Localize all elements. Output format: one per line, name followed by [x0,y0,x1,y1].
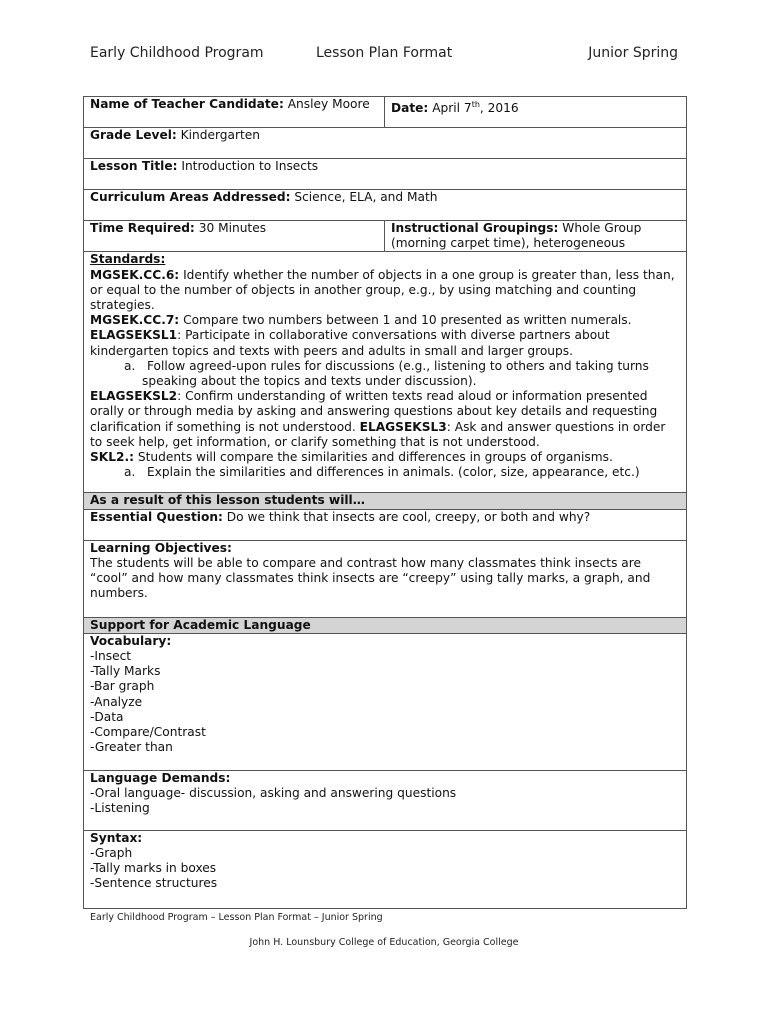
row-vocabulary [84,633,687,770]
row-standards [84,252,687,493]
teacher-value: Ansley Moore [287,97,370,111]
teacher-label: Name of Teacher Candidate: [90,97,284,111]
syntax-item: -Graph [90,846,133,861]
vocab-item: -Insect [90,649,132,664]
academic-language-heading: Support for Academic Language [84,617,687,633]
footer-college-line: John H. Lounsbury College of Education, Georgia College [249,937,519,948]
standards-cell [84,252,687,493]
date-value: April 7th, 2016 [432,100,519,116]
essential-question-cell [84,509,687,540]
result-heading: As a result of this lesson students will… [84,493,687,509]
time-value: 30 Minutes [198,221,267,235]
date-label: Date: [391,101,429,116]
language-demand-item: -Listening [90,801,150,816]
grade-label: Grade Level: [90,128,177,142]
grade-cell [84,128,687,159]
row-academic-heading [84,617,687,633]
learning-objectives-text: The students will be able to compare and contrast how many classmates think insects are “cool” and how many classmates think insects are “creepy” using tally marks, a graph, and numbers. [90,555,651,601]
row-language-demands [84,770,687,830]
row-lesson-title [84,159,687,190]
row-essential-question [84,509,687,540]
vocab-item: -Analyze [90,694,143,709]
vocabulary-cell [84,633,687,770]
language-demands-label: Language Demands: [90,770,231,785]
row-grade [84,128,687,159]
groupings-cell [385,221,687,252]
lesson-plan-table [83,96,687,909]
groupings-label: Instructional Groupings: [391,221,559,235]
time-label: Time Required: [90,221,195,235]
syntax-item: -Sentence structures [90,876,218,891]
vocab-item: -Greater than [90,740,173,755]
header-format: Lesson Plan Format [316,45,453,61]
standard-sl2-sl3: ELAGSEKSL2: Confirm understanding of written texts read aloud or information presented orally or through media by asking and answering questions about key details and requesting clarification if something is not understood. ELAGSEKSL3: Ask and answer questions in order to seek help, get information, or clarify something that is not understood. [90,389,666,449]
row-syntax [84,830,687,908]
row-result-heading [84,493,687,509]
lesson-title-label: Lesson Title: [90,159,178,173]
grade-value: Kindergarten [180,128,260,142]
standard-skl2: SKL2.: Students will compare the similarities and differences in groups of organisms. [90,450,613,465]
curriculum-value: Science, ELA, and Math [294,190,438,204]
time-cell [84,221,385,252]
standard-cc7: MGSEK.CC.7: Compare two numbers between 1 and 10 presented as written numerals. [90,313,632,328]
syntax-item: -Tally marks in boxes [90,861,217,876]
standard-sl1-sub: a. Follow agreed-upon rules for discussions (e.g., listening to others and taking turns speaking about the topics and texts under discussion). [124,358,649,389]
teacher-cell [84,97,385,128]
syntax-cell [84,830,687,908]
curriculum-cell [84,190,687,221]
learning-objectives-label: Learning Objectives: [90,540,232,555]
lesson-title-value: Introduction to Insects [181,159,319,173]
curriculum-label: Curriculum Areas Addressed: [90,190,291,204]
essential-question-value: Do we think that insects are cool, creepy, or both and why? [226,509,591,524]
row-curriculum [84,190,687,221]
header-term: Junior Spring [588,45,678,61]
vocab-item: -Data [90,709,124,724]
header-program: Early Childhood Program [90,45,264,61]
standards-heading: Standards: [90,252,166,267]
row-learning-objectives [84,540,687,617]
lesson-title-cell [84,159,687,190]
groupings-value: Whole Group (morning carpet time), heterogeneous [391,221,642,251]
standard-skl2-sub: a. Explain the similarities and differences in animals. (color, size, appearance, etc.) [124,465,640,480]
footer-program-line: Early Childhood Program – Lesson Plan Format – Junior Spring [90,912,383,923]
syntax-label: Syntax: [90,830,143,845]
language-demands-cell [84,770,687,830]
date-cell [385,97,687,128]
learning-objectives-cell [84,540,687,617]
vocab-item: -Compare/Contrast [90,725,206,740]
vocab-item: -Bar graph [90,679,155,694]
essential-question-label: Essential Question: [90,509,223,524]
row-teacher-date [84,97,687,128]
vocab-item: -Tally Marks [90,664,161,679]
vocabulary-label: Vocabulary: [90,633,172,648]
standard-cc6: MGSEK.CC.6: Identify whether the number of objects in a one group is greater than, less than, or equal to the number of objects in another group, e.g., by using matching and counting strategies. [90,267,675,313]
standard-sl1: ELAGSEKSL1: Participate in collaborative conversations with diverse partners about kindergarten topics and texts with peers and adults in small and larger groups. [90,328,610,358]
language-demand-item: -Oral language- discussion, asking and answering questions [90,786,457,801]
row-time-groupings [84,221,687,252]
